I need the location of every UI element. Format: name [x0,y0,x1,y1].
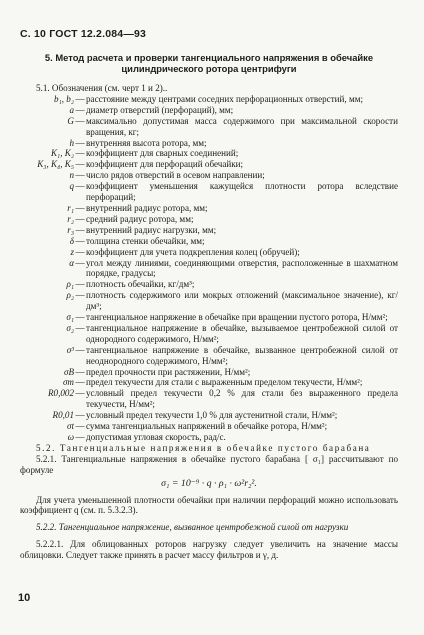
definition-term: z [70,246,74,257]
dash-separator: — [75,93,85,104]
paragraph-5-2-2-1: 5.2.2.1. Для облицованных роторов нагрузку следует увеличить на значение массы облицовки. Следует также принять в расчет массу фильтров и γ, д. [20,539,398,561]
definition-term: ω [67,432,74,442]
definition-desc: тангенциальное напряжение в обечайке, вызываемое центробежной силой от однородного содержимого, Н/мм²; [86,322,398,344]
definition-term: δ [69,235,74,246]
definition-term: σ₁ [66,312,74,323]
definition-row [20,225,398,236]
dash-separator: — [75,181,85,192]
definition-term: ρ₁ [66,279,74,290]
dash-separator: — [75,421,85,432]
dash-separator: — [75,159,85,170]
definition-row [20,105,398,116]
dash-separator: — [75,246,85,257]
definition-term: n [69,170,74,181]
definition-term: R0,01 [52,410,74,421]
page-header: С. 10 ГОСТ 12.2.084—93 [20,28,147,40]
dash-separator: — [75,322,85,333]
formula: σ₁ = 10⁻⁹ · q · ρ₁ · ω²r₂². [161,477,257,489]
definition-term: a [69,104,74,115]
definition-row [20,367,398,378]
definition-row [20,432,398,443]
definition-term: σт [62,377,74,388]
definition-term: σB [63,366,74,377]
dash-separator: — [75,344,85,355]
dash-separator: — [75,257,85,268]
definition-desc: внутренний радиус нагрузки, мм; [86,224,217,235]
definition-row [20,388,398,410]
definition-desc: толщина стенки обечайки, мм; [86,235,205,246]
definition-term: b₁, b₂ [54,93,74,104]
definition-desc: плотность обечайки, кг/дм³; [86,279,195,290]
definition-row [20,170,398,181]
definition-desc: средний радиус ротора, мм; [86,213,194,224]
definition-desc: внутренняя высота ротора, мм; [86,137,207,148]
definition-term: σ³ [66,344,74,355]
definition-desc: коэффициент уменьшения кажущейся плотности ротора вследствие перфораций; [86,181,398,203]
definition-term: r₁ [67,202,74,213]
definition-term: r₂ [67,213,74,224]
definition-desc: сумма тангенциальных напряжений в обечайке ротора, Н/мм²; [86,421,328,432]
definition-desc: число рядов отверстий в осевом направлении; [86,170,265,181]
definition-term: ρ₂ [66,290,74,301]
definition-desc: тангенциальное напряжение в обечайке при вращении пустого ротора, Н/мм²; [86,312,388,323]
definition-term: h [69,137,74,148]
definition-desc: коэффициент для учета подкрепления колец (обручей); [86,246,300,257]
subsection-5-2-2: 5.2.2. Тангенциальное напряжение, вызванное центробежной силой от нагрузки [36,522,349,533]
definition-desc: условный предел текучести 1,0 % для аустенитной стали, Н/мм²; [86,410,338,421]
definition-row [20,247,398,258]
definition-row [20,323,398,345]
definition-row [20,410,398,421]
definition-row [20,203,398,214]
dash-separator: — [75,137,85,148]
definition-row [20,377,398,388]
dash-separator: — [75,377,85,388]
definition-row [20,116,398,138]
definition-desc: угол между линиями, соединяющими отверстия, расположенные в шахматном порядке, градусы; [86,257,398,279]
dash-separator: — [75,170,85,181]
dash-separator: — [75,115,85,126]
dash-separator: — [75,312,85,323]
definition-row [20,138,398,149]
definition-row [20,279,398,290]
definition-row [20,421,398,432]
dash-separator: — [75,213,85,224]
definition-desc: тангенциальное напряжение в обечайке, вызванное центробежной силой от неоднородного содержимого, Н/мм²; [86,344,398,366]
definition-term: K₁, K₂ [50,148,74,159]
definition-row [20,214,398,225]
definition-desc: предел прочности при растяжении, Н/мм²; [86,366,251,377]
dash-separator: — [75,202,85,213]
dash-separator: — [75,279,85,290]
definition-term: σ₂ [66,322,74,333]
definition-desc: максимально допустимая масса содержимого при максимальной скорости вращения, кг; [86,115,398,137]
dash-separator: — [75,432,85,442]
definition-desc: предел текучести для стали с выраженным пределом текучести, Н/мм²; [86,377,363,388]
section-title: 5. Метод расчета и проверки тангенциального напряжения в обечайке цилиндрического ротора центрифуги [44,52,374,74]
dash-separator: — [75,366,85,377]
definition-term: R0,002 [47,388,74,399]
definition-desc: расстояние между центрами соседних перфорационных отверстий, мм; [86,93,363,104]
dash-separator: — [75,104,85,115]
dash-separator: — [75,235,85,246]
definition-row [20,236,398,247]
definition-row [20,290,398,312]
definition-row [20,312,398,323]
definition-desc: допустимая угловая скорость, рад/с. [86,432,226,442]
definition-row [20,258,398,280]
definition-row [20,159,398,170]
definition-term: K₃, K₄, K₅ [37,159,74,170]
definition-row [20,148,398,159]
definition-term: r₃ [67,224,74,235]
definition-row [20,181,398,203]
page-number: 10 [18,592,31,604]
definition-term: σt [66,421,74,432]
definition-desc: условный предел текучести 0,2 % для стали без выраженного предела текучести, Н/мм²; [86,388,398,410]
subsection-5-1: 5.1. Обозначения (см. черт 1 и 2).. [36,83,168,93]
paragraph-5-2-1: 5.2.1. Тангенциальные напряжения в обечайке пустого барабана [ σ₁] рассчитывают по формуле [20,453,398,475]
dash-separator: — [75,388,85,399]
definition-row [20,94,398,105]
definition-term: α [69,257,74,268]
dash-separator: — [75,148,85,159]
dash-separator: — [75,224,85,235]
page-content [20,52,398,561]
definition-desc: внутренний радиус ротора, мм; [86,202,208,213]
subsection-5-2: 5.2. Тангенциальные напряжения в обечайке пустого барабана [36,442,371,453]
definition-desc: плотность содержимого или мокрых отложений (максимальное значение), кг/дм³; [86,290,398,312]
dash-separator: — [75,410,85,421]
definition-row [20,345,398,367]
definitions-list [20,94,398,443]
definition-desc: коэффициент для сварных соединений; [86,148,239,159]
paragraph-after-formula: Для учета уменьшенной плотности обечайки при наличии перфораций можно использовать коэффициент q (см. п. 5.3.2.3). [20,494,398,516]
dash-separator: — [75,290,85,301]
definition-desc: коэффициент для перфораций обечайки; [86,159,244,170]
definition-term: q [69,181,74,192]
definition-term: G [67,115,74,126]
definition-desc: диаметр отверстий (перфораций), мм; [86,104,234,115]
